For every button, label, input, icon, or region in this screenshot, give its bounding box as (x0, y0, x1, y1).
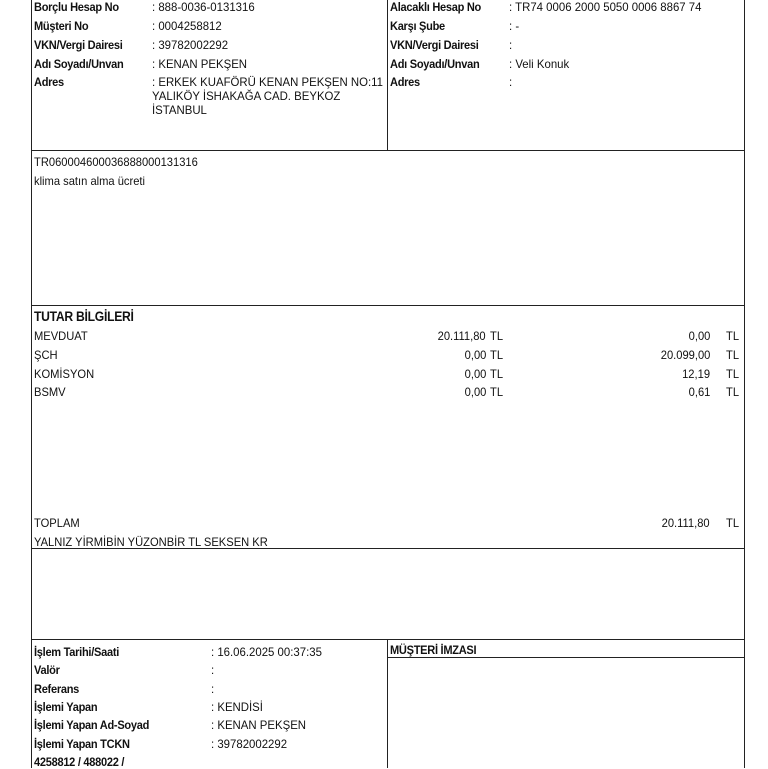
tutar-row-label: MEVDUAT (34, 329, 88, 343)
yalniz-text: YALNIZ YİRMİBİN YÜZONBİR TL SEKSEN KR (34, 535, 268, 549)
alacakli-ad-value: : Veli Konuk (509, 57, 570, 71)
tutar-row-currency-1: TL (490, 385, 504, 399)
valor-value: : (211, 663, 215, 677)
borclu-vkn-label: VKN/Vergi Dairesi (34, 38, 123, 52)
borclu-hesap-no-label: Borçlu Hesap No (34, 0, 119, 14)
borclu-hesap-no-value: : 888-0036-0131316 (152, 0, 255, 14)
alacakli-vkn-value: : (509, 38, 513, 52)
borclu-adres-line-3: İSTANBUL (152, 103, 207, 117)
aciklama-text: klima satın alma ücreti (34, 174, 146, 188)
alacakli-adres-value: : (509, 75, 513, 89)
tutar-row-currency-1: TL (490, 367, 504, 381)
tutar-row-value-1: 0,00 (464, 367, 486, 381)
musteri-imzasi-title: MÜŞTERİ İMZASI (390, 643, 477, 657)
divider-bottom-vertical (387, 639, 388, 768)
musteri-no-label: Müşteri No (34, 19, 89, 33)
borclu-adres-line-2: YALIKÖY İSHAKAĞA CAD. BEYKOZ (152, 89, 341, 103)
islemi-yapan-tckn-value: : 39782002292 (211, 737, 288, 751)
aciklama-iban: TR0600046000368880001313​16 (34, 155, 198, 169)
toplam-value: 20.111,80 (662, 516, 710, 530)
alacakli-hesap-no-value: : TR74 0006 2000 5050 0006 8867 74 (509, 0, 702, 14)
islemi-yapan-ad-label: İşlemi Yapan Ad-Soyad (34, 718, 150, 732)
divider-h-1 (31, 150, 745, 151)
tutar-row-currency-2: TL (726, 367, 740, 381)
referans-label: Referans (34, 682, 80, 696)
musteri-no-value: : 0004258812 (152, 19, 222, 33)
divider-top-vertical (387, 0, 388, 151)
referans-value: : (211, 682, 215, 696)
alacakli-hesap-no-label: Alacaklı Hesap No (390, 0, 482, 14)
islem-tarihi-label: İşlem Tarihi/Saati (34, 645, 120, 659)
islem-tarihi-value: : 16.06.2025 00:37:35 (211, 645, 322, 659)
tutar-row-label: BSMV (34, 385, 66, 399)
footer-reference: 4258812 / 488022 / (34, 755, 125, 769)
karsi-sube-label: Karşı Şube (390, 19, 445, 33)
borclu-ad-value: : KENAN PEKŞEN (152, 57, 248, 71)
toplam-label: TOPLAM (34, 516, 80, 530)
frame-right (744, 0, 745, 768)
borclu-adres-label: Adres (34, 75, 64, 89)
tutar-row-value-2: 12,19 (682, 367, 710, 381)
tutar-row-label: ŞCH (34, 348, 58, 362)
tutar-row-currency-1: TL (490, 329, 504, 343)
tutar-row-currency-1: TL (490, 348, 504, 362)
tutar-row-value-2: 0,61 (688, 385, 710, 399)
karsi-sube-value: : - (509, 19, 520, 33)
islemi-yapan-ad-value: : KENAN PEKŞEN (211, 718, 307, 732)
valor-label: Valör (34, 663, 60, 677)
tutar-row-value-1: 0,00 (464, 385, 486, 399)
alacakli-adres-label: Adres (390, 75, 420, 89)
divider-h-2 (31, 305, 745, 306)
borclu-adres-line-1: : ERKEK KUAFÖRÜ KENAN PEKŞEN NO:11 (152, 75, 384, 89)
tutar-row-value-2: 20.099,00 (660, 348, 710, 362)
islemi-yapan-value: : KENDİSİ (211, 700, 263, 714)
islemi-yapan-label: İşlemi Yapan (34, 700, 98, 714)
borclu-vkn-value: : 39782002292 (152, 38, 229, 52)
islemi-yapan-tckn-label: İşlemi Yapan TCKN (34, 737, 130, 751)
tutar-row-value-1: 0,00 (464, 348, 486, 362)
tutar-row-label: KOMİSYON (34, 367, 95, 381)
tutar-row-currency-2: TL (726, 385, 740, 399)
signature-underline (387, 657, 745, 658)
tutar-row-value-1: 20.111,80 (438, 329, 486, 343)
alacakli-vkn-label: VKN/Vergi Dairesi (390, 38, 479, 52)
frame-left (31, 0, 32, 768)
divider-h-4 (31, 639, 745, 640)
toplam-currency: TL (726, 516, 740, 530)
tutar-title: TUTAR BİLGİLERİ (34, 309, 134, 324)
alacakli-ad-label: Adı Soyadı/Unvan (390, 57, 480, 71)
borclu-ad-label: Adı Soyadı/Unvan (34, 57, 124, 71)
tutar-row-currency-2: TL (726, 329, 740, 343)
tutar-row-value-2: 0,00 (688, 329, 710, 343)
tutar-row-currency-2: TL (726, 348, 740, 362)
